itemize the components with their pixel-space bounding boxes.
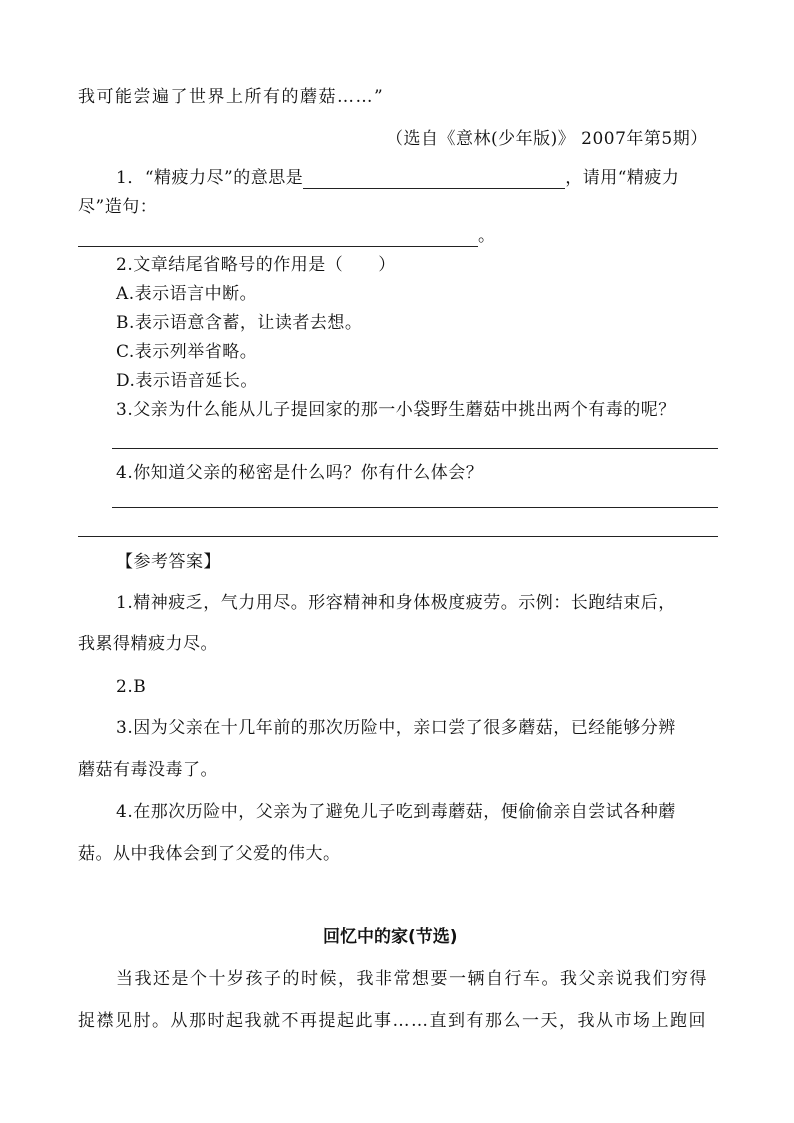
question-2-option-d: D.表示语音延长。 [116,371,258,391]
question-1-sentence-blank[interactable] [78,228,478,247]
question-3-answer-line[interactable] [112,448,718,449]
passage-line-1: 当我还是个十岁孩子的时候，我非常想要一辆自行车。我父亲说我们穷得 [116,969,708,989]
answer-1-line-1: 1.精神疲乏，气力用尽。形容精神和身体极度疲劳。示例：长跑结束后， [116,593,676,613]
question-4-answer-line[interactable] [112,507,718,508]
question-1-line [116,167,679,189]
answers-heading: 【参考答案】 [116,552,221,572]
passage-line-2: 捉襟见肘。从那时起我就不再提起此事……直到有那么一天，我从市场上跑回 [78,1011,707,1031]
question-1-prefix: 1．“精疲力尽”的意思是 [116,168,304,188]
question-2: 2.文章结尾省略号的作用是（ ） [116,255,396,275]
question-3: 3.父亲为什么能从儿子提回家的那一小袋野生蘑菇中挑出两个有毒的呢？ [116,400,676,420]
question-4-answer-line-2[interactable] [78,536,718,537]
question-2-option-a: A.表示语言中断。 [116,284,258,304]
question-1-end-mark: 。 [478,226,496,246]
source-citation: （选自《意林(少年版)》 2007年第5期） [386,129,708,149]
question-1-suffix: ，请用“精疲力 [565,168,680,188]
question-1-answer-blank[interactable] [303,170,565,189]
question-1-continuation: 尽”造句： [78,197,158,217]
question-4: 4.你知道父亲的秘密是什么吗？你有什么体会？ [116,463,484,483]
answer-3-line-1: 3.因为父亲在十几年前的那次历险中，亲口尝了很多蘑菇，已经能够分辨 [116,718,676,738]
passage-end-line: 我可能尝遍了世界上所有的蘑菇……” [78,87,385,107]
answer-4-line-1: 4.在那次历险中，父亲为了避免儿子吃到毒蘑菇，便偷偷亲自尝试各种蘑 [116,802,676,822]
passage-title: 回忆中的家(节选) [323,927,458,947]
answer-2: 2.B [116,677,147,697]
answer-4-line-2: 菇。从中我体会到了父爱的伟大。 [78,844,341,864]
answer-1-line-2: 我累得精疲力尽。 [78,634,218,654]
answer-3-line-2: 蘑菇有毒没毒了。 [78,760,218,780]
question-2-option-b: B.表示语意含蓄，让读者去想。 [116,313,363,333]
question-2-option-c: C.表示列举省略。 [116,342,258,362]
question-1-sentence-line [78,225,496,247]
